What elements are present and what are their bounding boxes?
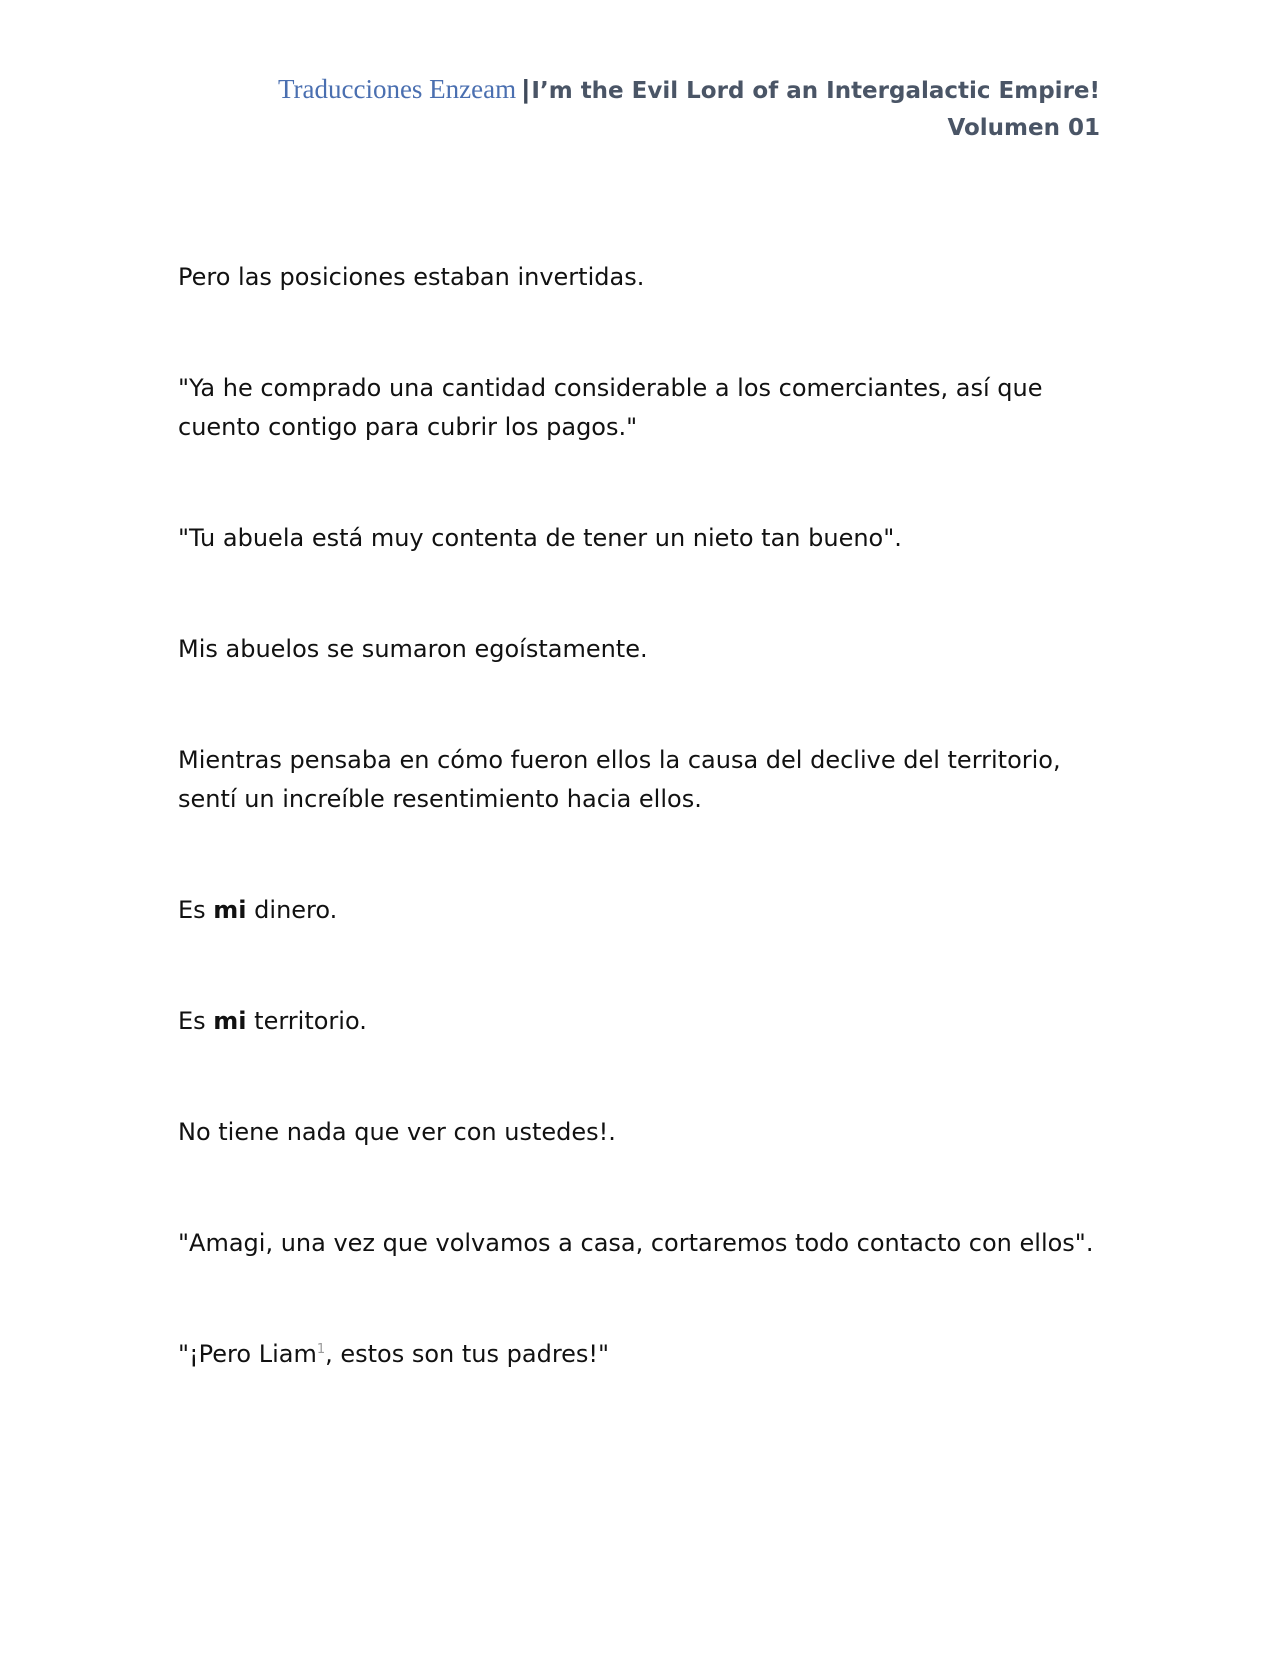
paragraph: Pero las posiciones estaban invertidas. <box>178 263 645 291</box>
paragraph-text: "¡Pero Liam <box>178 1340 317 1368</box>
paragraph-text: Es <box>178 896 214 924</box>
paragraph: No tiene nada que ver con ustedes!. <box>178 1118 616 1146</box>
paragraph-text: Es <box>178 1007 214 1035</box>
header-separator: | <box>522 74 530 104</box>
emphasis-text: mi <box>213 1007 247 1035</box>
paragraph <box>178 1335 1098 1374</box>
paragraph <box>178 891 1098 930</box>
paragraph-text: dinero. <box>246 896 338 924</box>
volume-label: Volumen 01 <box>947 115 1100 141</box>
paragraph: Mis abuelos se sumaron egoístamente. <box>178 635 648 663</box>
site-name: Traducciones Enzeam <box>277 74 517 104</box>
emphasis-text: mi <box>213 896 247 924</box>
paragraph: "Ya he comprado una cantidad considerable a los comerciantes, así que cuento contigo para cubrir los pagos." <box>178 374 1043 441</box>
paragraph-text: territorio. <box>246 1007 367 1035</box>
paragraph: Mientras pensaba en cómo fueron ellos la causa del declive del territorio, sentí un increíble resentimiento hacia ellos. <box>178 746 1061 813</box>
paragraph <box>178 1002 1098 1041</box>
book-title: I’m the Evil Lord of an Intergalactic Empire! <box>531 78 1100 104</box>
paragraph: "Tu abuela está muy contenta de tener un nieto tan bueno". <box>178 524 902 552</box>
paragraph: "Amagi, una vez que volvamos a casa, cortaremos todo contacto con ellos". <box>178 1229 1094 1257</box>
document-body <box>178 258 1098 1446</box>
footnote-reference[interactable]: 1 <box>316 1342 326 1357</box>
page-header <box>200 72 1100 145</box>
header-line <box>200 72 1100 111</box>
paragraph-text: , estos son tus padres!" <box>325 1340 610 1368</box>
